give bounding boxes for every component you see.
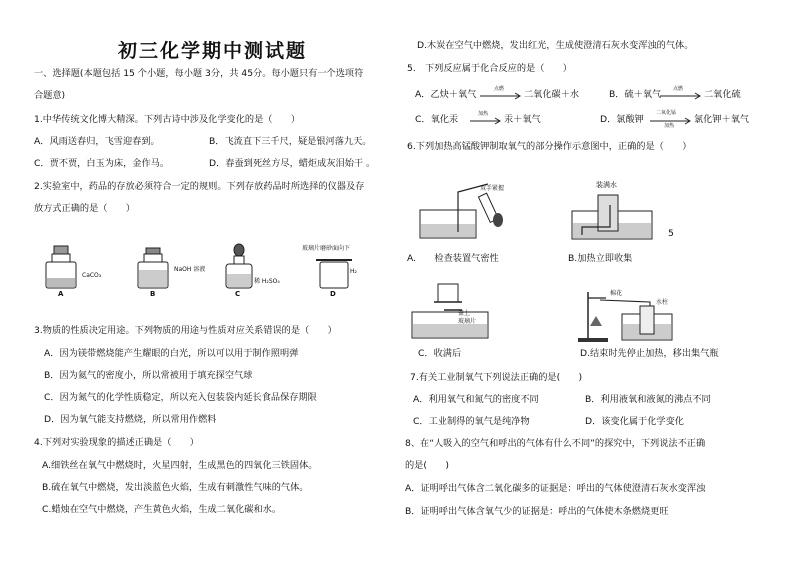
q5-option-b: B．硫＋氧气: [609, 89, 662, 100]
q5-c-product: 汞＋氧气: [504, 114, 541, 125]
q6-fig-c-note2: 玻璃片: [458, 318, 477, 325]
q8-stem-cont: 的是( ): [405, 460, 449, 471]
gas-jar-d-icon: [316, 260, 352, 288]
q5-a-product: 二氧化碳＋水: [524, 89, 580, 100]
q4-option-d: D.木炭在空气中燃烧，发出红光，生成使澄清石灰水变浑浊的气体。: [417, 40, 694, 51]
q5-d-condition2: 加热: [664, 123, 675, 129]
q5-option-c: C．氧化汞: [415, 114, 459, 125]
q8-stem: 8、在“人吸入的空气和呼出的气体有什么不同”的探究中，下列说法不正确: [405, 438, 706, 449]
q7-option-b: B．利用液氧和液氮的沸点不同: [585, 394, 711, 405]
q2-chem-a: CaCO₃: [82, 272, 102, 279]
q2-note: 玻璃片磨砂面向下: [302, 245, 351, 252]
q6-fig-a-note: 双手紧握: [480, 185, 505, 192]
q3-option-b: B．因为氦气的密度小，所以常被用于填充探空气球: [44, 370, 253, 381]
q5-d-condition: 二氧化锰: [656, 110, 677, 116]
q6-option-c: C．收满后: [418, 348, 462, 359]
q1-option-d: D．春蚕到死丝方尽，蜡炬成灰泪始干 。: [209, 158, 376, 169]
q6-stem: 6.下列加热高锰酸钾制取氧气的部分操作示意图中，正确的是（ ）: [407, 141, 692, 152]
section-header-cont: 合题意): [34, 90, 66, 101]
page-title: 初三化学期中测试题: [118, 40, 308, 62]
q2-chem-d: H₂: [350, 268, 357, 275]
q2-chem-b: NaOH 溶液: [174, 266, 206, 273]
q1-option-b: B．飞流直下三千尺，疑是银河落九天。: [209, 136, 372, 147]
q6-fig-c: [410, 280, 490, 340]
q5-c-condition: 加热: [478, 111, 489, 117]
q1-option-a: A．风雨送春归，飞雪迎春到。: [34, 136, 160, 147]
q6-fig-c-note: 盖上: [458, 310, 471, 317]
q8-option-a: A．证明呼出气体含二氧化碳多的证据是：呼出的气体使澄清石灰水变浑浊: [405, 483, 706, 494]
stray-number: 5: [668, 228, 674, 239]
q6-option-b: B.加热立即收集: [568, 253, 633, 264]
q7-option-d: D．该变化属于化学变化: [585, 416, 684, 427]
q3-stem: 3.物质的性质决定用途。下列物质的用途与性质对应关系错误的是（ ）: [34, 325, 337, 336]
q5-stem: 5. 下列反应属于化合反应的是（ ）: [407, 63, 572, 74]
bottle-b-icon: [138, 248, 168, 288]
q6-fig-b-note: 装满水: [596, 181, 617, 189]
q2-label-b: B: [150, 290, 156, 298]
q6-option-a: A. 检查装置气密性: [407, 253, 499, 264]
q6-fig-b: [570, 185, 660, 240]
q2-figures: [40, 240, 360, 302]
q1-stem: 1.中华传统文化博大精深。下列古诗中涉及化学变化的是（ ）: [34, 114, 301, 125]
q5-b-condition: 点燃: [673, 86, 684, 92]
q3-option-c: C．因为氮气的化学性质稳定，所以充入包装袋内延长食品保存期限: [44, 392, 317, 403]
q5-a-condition: 点燃: [494, 86, 505, 92]
q2-stem: 2.实验室中，药品的存放必须符合一定的规则。下列存放药品时所选择的仪器及存: [34, 181, 365, 192]
q7-option-a: A．利用氧气和氮气的密度不同: [413, 394, 539, 405]
q5-d-product: 氯化钾＋氧气: [694, 114, 750, 125]
q7-option-c: C．工业制得的氧气是纯净物: [413, 416, 530, 427]
section-header: 一、选择题(本题包括 15 个小题，每小题 3分，共 45分。每小题只有一个选项符: [34, 68, 364, 79]
q5-b-product: 二氧化硫: [704, 89, 741, 100]
q2-label-c: C: [235, 290, 241, 298]
q2-chem-c: 稀 H₂SO₄: [254, 278, 280, 285]
q4-option-a: A.细铁丝在氧气中燃烧时，火星四射，生成黑色的四氧化三铁固体。: [42, 460, 318, 471]
q5-option-a: A．乙炔＋氧气: [415, 89, 477, 100]
bottle-a-icon: [46, 246, 76, 288]
q4-stem: 4.下列对实验现象的描述正确是（ ）: [34, 437, 199, 448]
q5-option-d: D．氯酸钾: [600, 114, 644, 125]
q3-option-d: D．因为氧气能支持燃烧，所以常用作燃料: [44, 414, 217, 425]
q4-option-b: B.硫在氧气中燃烧，发出淡蓝色火焰，生成有刺激性气味的气体。: [42, 482, 309, 493]
q4-option-c: C.蜡烛在空气中燃烧，产生黄色火焰，生成二氧化碳和水。: [42, 504, 282, 515]
q1-option-c: C．贾不贾，白玉为床，金作马。: [34, 158, 170, 169]
q2-label-d: D: [330, 290, 336, 298]
q6-fig-d-note: 棉花: [610, 290, 623, 297]
q6-fig-d-note2: 水柱: [656, 299, 669, 306]
q7-stem: 7.有关工业制氧气下列说法正确的是( ): [410, 372, 583, 383]
q8-option-b: B．证明呼出气体含氧气少的证据是：呼出的气体使木条燃烧更旺: [405, 506, 669, 517]
q2-stem-cont: 放方式正确的是（ ）: [34, 203, 136, 214]
q3-option-a: A．因为镁带燃烧能产生耀眼的白光，所以可以用于制作照明弹: [44, 348, 299, 359]
q6-option-d: D.结束时先停止加热，移出集气瓶: [580, 348, 719, 359]
q2-label-a: A: [58, 290, 64, 298]
dropper-bottle-c-icon: [226, 244, 252, 288]
